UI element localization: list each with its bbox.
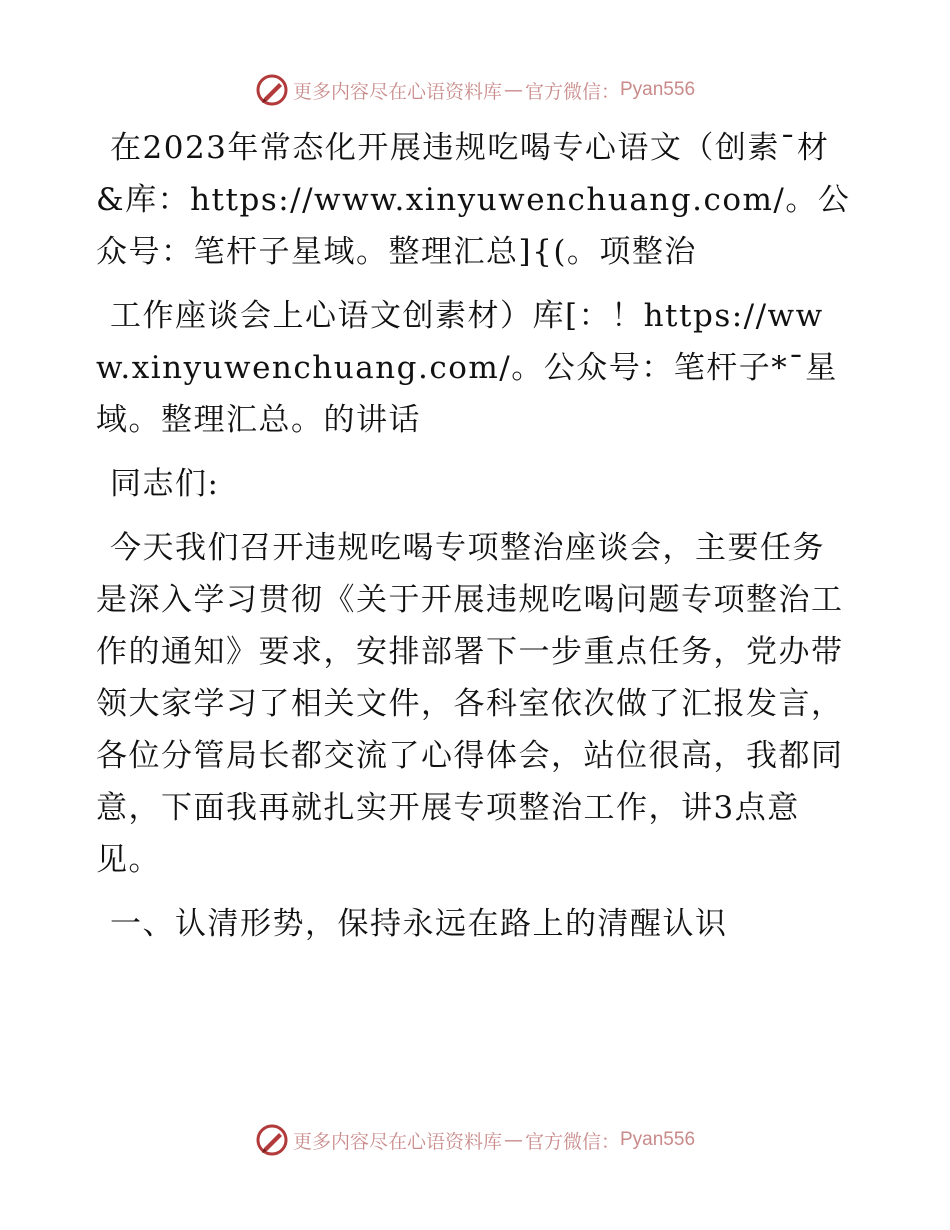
watermark-site-text: 更多内容尽在心语资料库 (292, 80, 502, 103)
document-body (96, 122, 856, 950)
watermark-official-text: 官方微信： (524, 1130, 620, 1153)
pen-logo-icon (255, 1123, 289, 1157)
watermark-official-text: 官方微信： (524, 80, 620, 103)
salutation: 同志们: (110, 466, 220, 502)
document-title-part-1: 在2023年常态化开展违规吃喝专心语文（创素¯材&库：https://www.xinyuwenchuang.com/。公众号：笔杆子星域。整理汇总]{(。项整治 (96, 130, 851, 270)
watermark-site-text: 更多内容尽在心语资料库 (292, 1130, 502, 1153)
pen-logo-icon (255, 73, 289, 107)
footer-watermark (0, 1120, 950, 1160)
section-heading: 一、认清形势，保持永远在路上的清醒认识 (110, 906, 728, 942)
watermark-separator: — (503, 79, 523, 101)
watermark-wechat-id: Pyan556 (620, 79, 696, 100)
header-watermark (0, 70, 950, 110)
watermark-wechat-id: Pyan556 (620, 1129, 696, 1150)
document-title-part-2: 工作座谈会上心语文创素材）库[：！https://www.xinyuwenchuang.com/。公众号：笔杆子*¯星域。整理汇总。的讲话 (96, 298, 838, 438)
watermark-separator: — (503, 1129, 523, 1151)
body-paragraph: 今天我们召开违规吃喝专项整治座谈会，主要任务是深入学习贯彻《关于开展违规吃喝问题专项整治工作的通知》要求，安排部署下一步重点任务，党办带领大家学习了相关文件，各科室依次做了汇报发言，各位分管局长都交流了心得体会，站位很高，我都同意，下面我再就扎实开展专项整治工作，讲3点意见。 (96, 530, 844, 878)
